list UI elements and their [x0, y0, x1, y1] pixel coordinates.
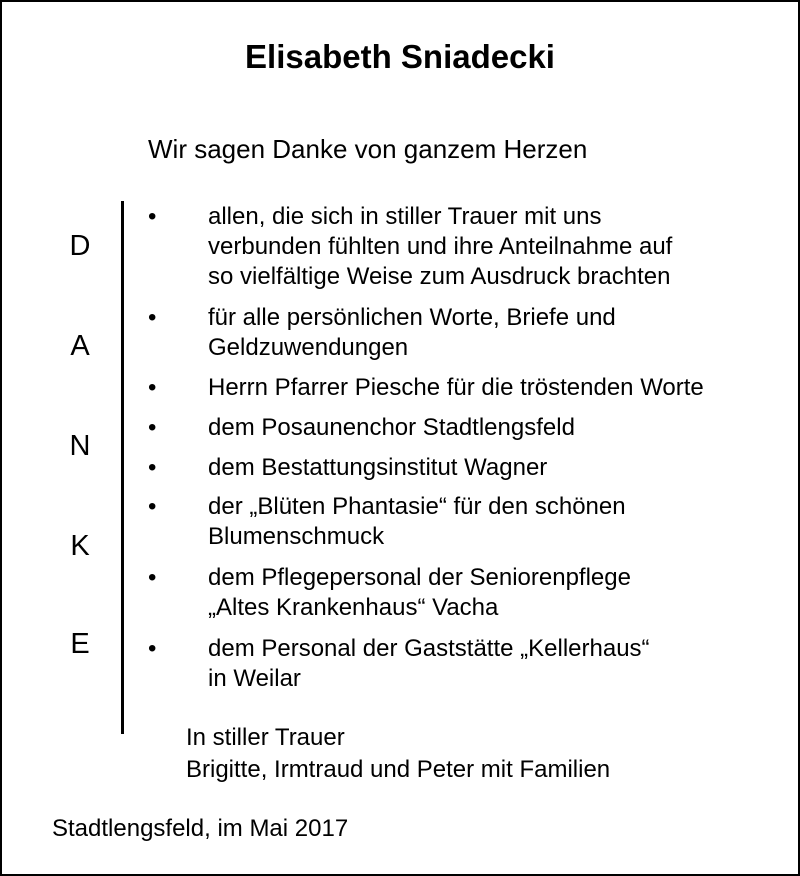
bullet-icon: •	[148, 203, 157, 230]
list-item-text-continued: Geldzuwendungen	[208, 334, 409, 361]
danke-letter-e: E	[70, 628, 90, 660]
closing-block	[186, 722, 610, 786]
vertical-divider	[121, 201, 124, 734]
list-item-text-continued: in Weilar	[208, 665, 301, 692]
bullet-icon: •	[148, 635, 157, 662]
danke-letter-d: D	[69, 230, 91, 262]
danke-letter-a: A	[70, 330, 90, 362]
list-item-text: dem Posaunenchor Stadtlengsfeld	[208, 414, 575, 441]
list-item-text: dem Pflegepersonal der Seniorenpflege	[208, 564, 631, 591]
place-date: Stadtlengsfeld, im Mai 2017	[52, 815, 349, 842]
closing-line: In stiller Trauer	[186, 724, 345, 751]
bullet-icon: •	[148, 493, 157, 520]
bullet-icon: •	[148, 564, 157, 591]
bullet-icon: •	[148, 374, 157, 401]
list-item-text: allen, die sich in stiller Trauer mit uns	[208, 203, 602, 230]
list-item-text: für alle persönlichen Worte, Briefe und	[208, 304, 616, 331]
bullet-icon: •	[148, 414, 157, 441]
signatories: Brigitte, Irmtraud und Peter mit Familien	[186, 756, 611, 783]
list-item-text: Herrn Pfarrer Piesche für die tröstenden Worte	[208, 374, 704, 401]
list-item-text-continued: verbunden fühlten und ihre Anteilnahme auf so vielfältige Weise zum Ausdruck brachten	[208, 233, 673, 290]
list-item-text: dem Bestattungsinstitut Wagner	[208, 454, 548, 481]
intro-text: Wir sagen Danke von ganzem Herzen	[148, 134, 588, 164]
bullet-icon: •	[148, 454, 157, 481]
danke-letter-k: K	[70, 530, 90, 562]
list-item-text: der „Blüten Phantasie“ für den schönen	[208, 493, 626, 520]
deceased-name: Elisabeth Sniadecki	[245, 38, 555, 75]
list-item-text-continued: Blumenschmuck	[208, 523, 385, 550]
danke-letter-n: N	[69, 430, 91, 462]
list-item-text-continued: „Altes Krankenhaus“ Vacha	[208, 594, 499, 621]
bullet-icon: •	[148, 304, 157, 331]
list-item-text: dem Personal der Gaststätte „Kellerhaus“	[208, 635, 650, 662]
